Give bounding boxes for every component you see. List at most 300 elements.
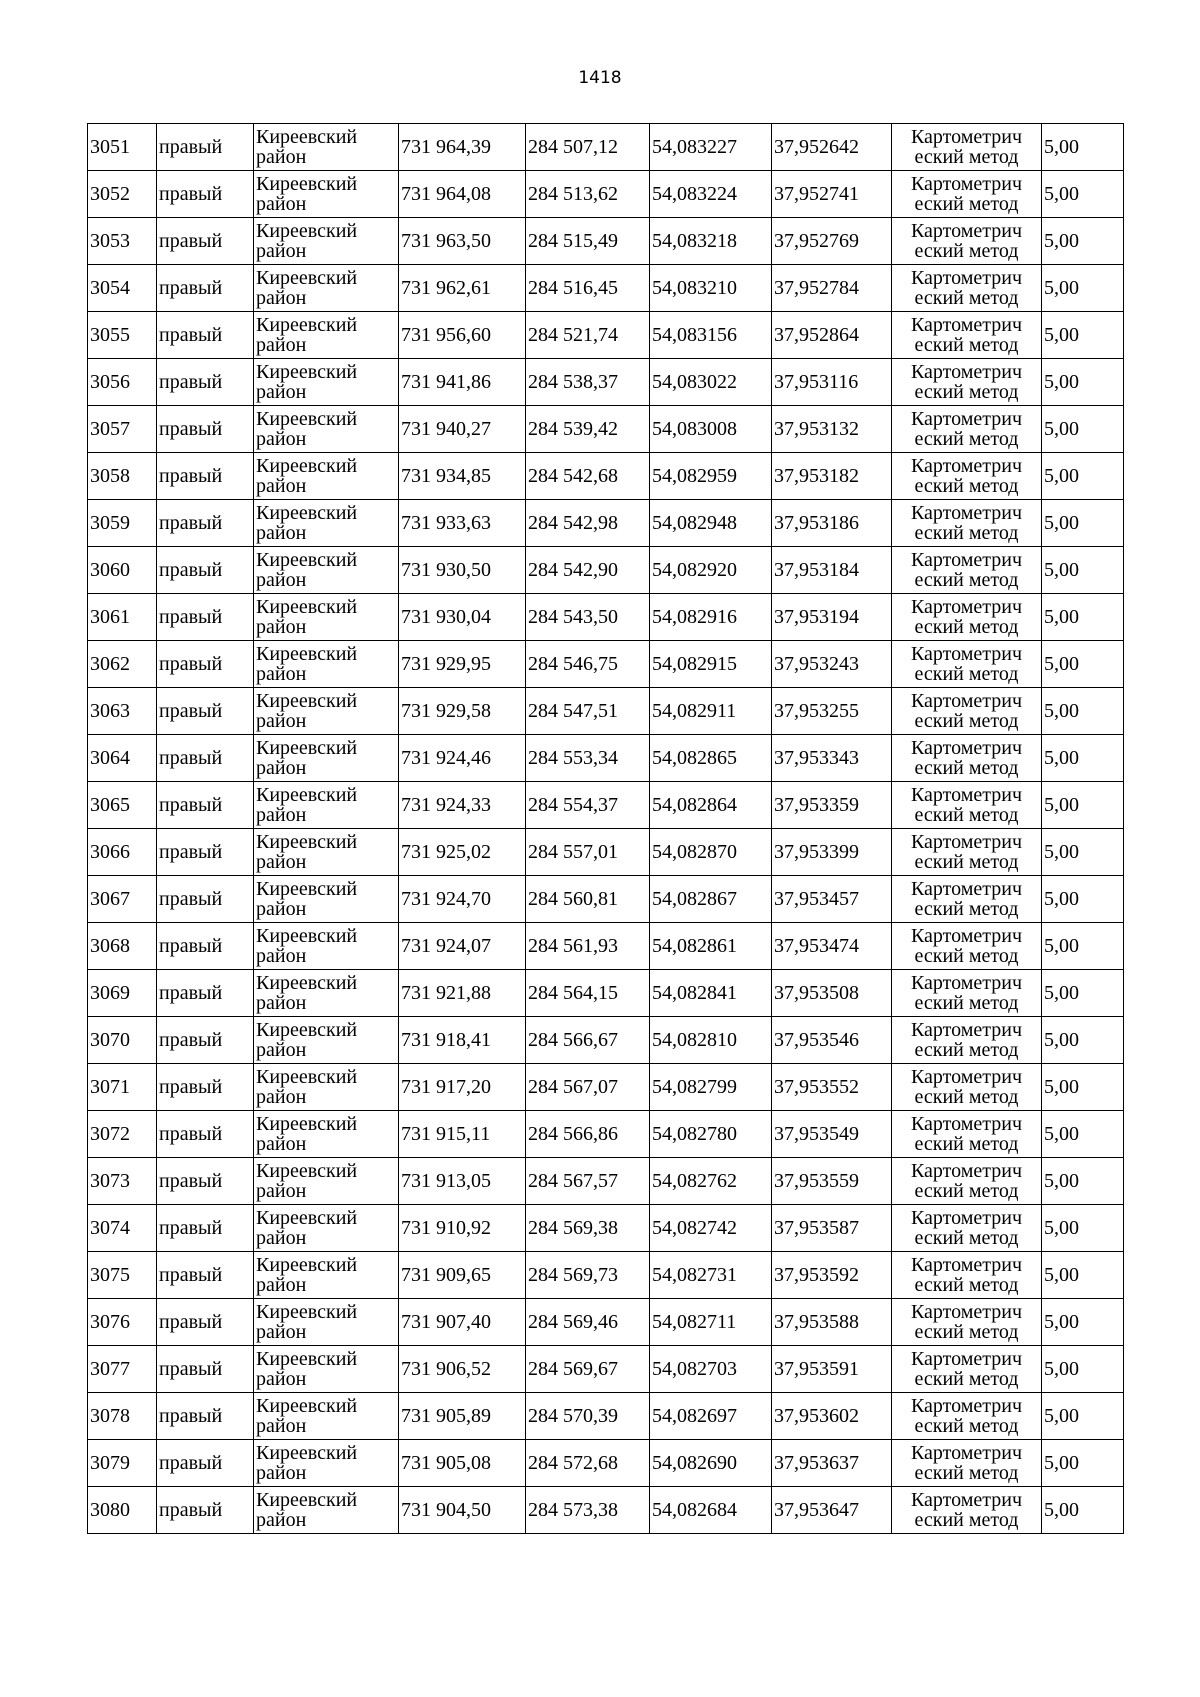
table-row (88, 1393, 1124, 1440)
method-line: еский метод (914, 992, 1019, 1014)
table-row (88, 265, 1124, 312)
district-cell (254, 1393, 399, 1440)
point-number-cell: 3065 (88, 782, 157, 829)
method-line: еский метод (914, 1039, 1019, 1061)
district-line: район (256, 146, 307, 168)
method-line: еский метод (914, 1368, 1019, 1390)
method-line: Картометрич (910, 737, 1023, 759)
district-cell (254, 782, 399, 829)
district-cell (254, 171, 399, 218)
y-coordinate-cell: 284 561,93 (526, 923, 650, 970)
district-cell (254, 1487, 399, 1534)
latitude-cell: 54,082780 (650, 1111, 772, 1158)
district-cell (254, 547, 399, 594)
method-line: Картометрич (910, 1348, 1023, 1370)
longitude-cell: 37,953602 (772, 1393, 892, 1440)
longitude-cell: 37,953399 (772, 829, 892, 876)
district-line: Киреевский (256, 1113, 358, 1135)
method-cell (892, 735, 1042, 782)
district-cell (254, 923, 399, 970)
method-line: еский метод (914, 287, 1019, 309)
table-row (88, 970, 1124, 1017)
y-coordinate-cell: 284 543,50 (526, 594, 650, 641)
x-coordinate-cell: 731 910,92 (399, 1205, 526, 1252)
method-line: Картометрич (910, 267, 1023, 289)
district-line: район (256, 475, 307, 497)
accuracy-cell: 5,00 (1042, 829, 1124, 876)
latitude-cell: 54,082915 (650, 641, 772, 688)
y-coordinate-cell: 284 569,67 (526, 1346, 650, 1393)
point-number-cell: 3052 (88, 171, 157, 218)
district-line: Киреевский (256, 1348, 358, 1370)
accuracy-cell: 5,00 (1042, 1111, 1124, 1158)
district-cell (254, 876, 399, 923)
table-row (88, 876, 1124, 923)
accuracy-cell: 5,00 (1042, 970, 1124, 1017)
latitude-cell: 54,082861 (650, 923, 772, 970)
method-line: Картометрич (910, 1019, 1023, 1041)
longitude-cell: 37,953243 (772, 641, 892, 688)
x-coordinate-cell: 731 963,50 (399, 218, 526, 265)
district-line: район (256, 287, 307, 309)
table-row (88, 1017, 1124, 1064)
y-coordinate-cell: 284 570,39 (526, 1393, 650, 1440)
table-row (88, 547, 1124, 594)
longitude-cell: 37,953194 (772, 594, 892, 641)
accuracy-cell: 5,00 (1042, 876, 1124, 923)
district-cell (254, 829, 399, 876)
point-number-cell: 3061 (88, 594, 157, 641)
district-line: район (256, 381, 307, 403)
method-cell (892, 829, 1042, 876)
district-line: Киреевский (256, 737, 358, 759)
method-line: Картометрич (910, 1395, 1023, 1417)
district-cell (254, 594, 399, 641)
bank-side-cell: правый (157, 1487, 254, 1534)
method-cell (892, 1205, 1042, 1252)
district-line: район (256, 663, 307, 685)
y-coordinate-cell: 284 573,38 (526, 1487, 650, 1534)
method-cell (892, 453, 1042, 500)
accuracy-cell: 5,00 (1042, 265, 1124, 312)
bank-side-cell: правый (157, 171, 254, 218)
latitude-cell: 54,082865 (650, 735, 772, 782)
latitude-cell: 54,083224 (650, 171, 772, 218)
latitude-cell: 54,082870 (650, 829, 772, 876)
longitude-cell: 37,952642 (772, 124, 892, 171)
district-line: Киреевский (256, 361, 358, 383)
longitude-cell: 37,953637 (772, 1440, 892, 1487)
point-number-cell: 3060 (88, 547, 157, 594)
district-cell (254, 406, 399, 453)
method-line: еский метод (914, 1462, 1019, 1484)
point-number-cell: 3053 (88, 218, 157, 265)
district-line: район (256, 334, 307, 356)
district-line: Киреевский (256, 690, 358, 712)
method-line: еский метод (914, 1274, 1019, 1296)
district-line: Киреевский (256, 1301, 358, 1323)
table-row (88, 1440, 1124, 1487)
y-coordinate-cell: 284 547,51 (526, 688, 650, 735)
district-cell (254, 1299, 399, 1346)
district-line: район (256, 569, 307, 591)
district-line: Киреевский (256, 1019, 358, 1041)
district-line: Киреевский (256, 972, 358, 994)
method-line: Картометрич (910, 455, 1023, 477)
accuracy-cell: 5,00 (1042, 1064, 1124, 1111)
method-line: Картометрич (910, 925, 1023, 947)
latitude-cell: 54,082959 (650, 453, 772, 500)
district-line: Киреевский (256, 643, 358, 665)
x-coordinate-cell: 731 918,41 (399, 1017, 526, 1064)
bank-side-cell: правый (157, 1346, 254, 1393)
bank-side-cell: правый (157, 359, 254, 406)
longitude-cell: 37,953186 (772, 500, 892, 547)
accuracy-cell: 5,00 (1042, 688, 1124, 735)
method-line: еский метод (914, 1180, 1019, 1202)
bank-side-cell: правый (157, 1111, 254, 1158)
district-line: район (256, 757, 307, 779)
method-line: Картометрич (910, 220, 1023, 242)
bank-side-cell: правый (157, 1393, 254, 1440)
method-cell (892, 171, 1042, 218)
district-line: Киреевский (256, 784, 358, 806)
method-cell (892, 1111, 1042, 1158)
district-cell (254, 312, 399, 359)
latitude-cell: 54,082711 (650, 1299, 772, 1346)
bank-side-cell: правый (157, 688, 254, 735)
method-line: еский метод (914, 1415, 1019, 1437)
x-coordinate-cell: 731 905,08 (399, 1440, 526, 1487)
bank-side-cell: правый (157, 1299, 254, 1346)
method-line: Картометрич (910, 690, 1023, 712)
longitude-cell: 37,953116 (772, 359, 892, 406)
point-number-cell: 3062 (88, 641, 157, 688)
accuracy-cell: 5,00 (1042, 1252, 1124, 1299)
bank-side-cell: правый (157, 265, 254, 312)
accuracy-cell: 5,00 (1042, 1440, 1124, 1487)
method-line: еский метод (914, 663, 1019, 685)
point-number-cell: 3057 (88, 406, 157, 453)
district-line: Киреевский (256, 1207, 358, 1229)
method-cell (892, 876, 1042, 923)
x-coordinate-cell: 731 941,86 (399, 359, 526, 406)
table-row (88, 688, 1124, 735)
longitude-cell: 37,953549 (772, 1111, 892, 1158)
method-line: Картометрич (910, 878, 1023, 900)
latitude-cell: 54,083022 (650, 359, 772, 406)
longitude-cell: 37,953508 (772, 970, 892, 1017)
latitude-cell: 54,082841 (650, 970, 772, 1017)
point-number-cell: 3067 (88, 876, 157, 923)
method-line: еский метод (914, 1509, 1019, 1531)
method-line: Картометрич (910, 361, 1023, 383)
district-cell (254, 735, 399, 782)
district-cell (254, 1158, 399, 1205)
latitude-cell: 54,082762 (650, 1158, 772, 1205)
district-cell (254, 500, 399, 547)
accuracy-cell: 5,00 (1042, 1017, 1124, 1064)
longitude-cell: 37,953552 (772, 1064, 892, 1111)
longitude-cell: 37,953132 (772, 406, 892, 453)
district-line: Киреевский (256, 173, 358, 195)
point-number-cell: 3077 (88, 1346, 157, 1393)
district-cell (254, 453, 399, 500)
x-coordinate-cell: 731 905,89 (399, 1393, 526, 1440)
accuracy-cell: 5,00 (1042, 453, 1124, 500)
district-cell (254, 1252, 399, 1299)
bank-side-cell: правый (157, 406, 254, 453)
district-line: Киреевский (256, 502, 358, 524)
table-row (88, 218, 1124, 265)
longitude-cell: 37,953343 (772, 735, 892, 782)
x-coordinate-cell: 731 964,39 (399, 124, 526, 171)
table-row (88, 453, 1124, 500)
district-line: район (256, 1415, 307, 1437)
y-coordinate-cell: 284 560,81 (526, 876, 650, 923)
point-number-cell: 3075 (88, 1252, 157, 1299)
table-row (88, 641, 1124, 688)
district-line: район (256, 1509, 307, 1531)
bank-side-cell: правый (157, 923, 254, 970)
accuracy-cell: 5,00 (1042, 782, 1124, 829)
method-cell (892, 312, 1042, 359)
district-line: район (256, 1039, 307, 1061)
table-row (88, 1064, 1124, 1111)
y-coordinate-cell: 284 572,68 (526, 1440, 650, 1487)
method-line: Картометрич (910, 1489, 1023, 1511)
y-coordinate-cell: 284 557,01 (526, 829, 650, 876)
method-line: еский метод (914, 1321, 1019, 1343)
page-number: 1418 (578, 68, 622, 88)
method-cell (892, 970, 1042, 1017)
point-number-cell: 3069 (88, 970, 157, 1017)
bank-side-cell: правый (157, 312, 254, 359)
bank-side-cell: правый (157, 641, 254, 688)
method-line: Картометрич (910, 549, 1023, 571)
bank-side-cell: правый (157, 1440, 254, 1487)
y-coordinate-cell: 284 569,73 (526, 1252, 650, 1299)
y-coordinate-cell: 284 513,62 (526, 171, 650, 218)
y-coordinate-cell: 284 539,42 (526, 406, 650, 453)
method-cell (892, 594, 1042, 641)
x-coordinate-cell: 731 924,46 (399, 735, 526, 782)
district-line: район (256, 1462, 307, 1484)
method-line: Картометрич (910, 126, 1023, 148)
latitude-cell: 54,082911 (650, 688, 772, 735)
x-coordinate-cell: 731 929,95 (399, 641, 526, 688)
method-cell (892, 265, 1042, 312)
district-line: Киреевский (256, 1395, 358, 1417)
accuracy-cell: 5,00 (1042, 1299, 1124, 1346)
method-line: Картометрич (910, 831, 1023, 853)
x-coordinate-cell: 731 930,50 (399, 547, 526, 594)
bank-side-cell: правый (157, 1064, 254, 1111)
district-line: район (256, 1368, 307, 1390)
district-line: Киреевский (256, 1254, 358, 1276)
district-cell (254, 265, 399, 312)
method-line: Картометрич (910, 1160, 1023, 1182)
latitude-cell: 54,082799 (650, 1064, 772, 1111)
table-row (88, 1299, 1124, 1346)
method-cell (892, 547, 1042, 594)
district-cell (254, 1205, 399, 1252)
y-coordinate-cell: 284 516,45 (526, 265, 650, 312)
district-line: район (256, 1227, 307, 1249)
table-row (88, 829, 1124, 876)
method-line: Картометрич (910, 784, 1023, 806)
point-number-cell: 3068 (88, 923, 157, 970)
latitude-cell: 54,082703 (650, 1346, 772, 1393)
point-number-cell: 3059 (88, 500, 157, 547)
district-line: район (256, 1274, 307, 1296)
method-line: Картометрич (910, 1442, 1023, 1464)
y-coordinate-cell: 284 538,37 (526, 359, 650, 406)
longitude-cell: 37,952784 (772, 265, 892, 312)
point-number-cell: 3071 (88, 1064, 157, 1111)
longitude-cell: 37,953474 (772, 923, 892, 970)
district-line: район (256, 992, 307, 1014)
point-number-cell: 3058 (88, 453, 157, 500)
longitude-cell: 37,953559 (772, 1158, 892, 1205)
method-line: еский метод (914, 1086, 1019, 1108)
table-row (88, 406, 1124, 453)
y-coordinate-cell: 284 564,15 (526, 970, 650, 1017)
table-row (88, 735, 1124, 782)
longitude-cell: 37,953184 (772, 547, 892, 594)
bank-side-cell: правый (157, 1252, 254, 1299)
method-line: еский метод (914, 945, 1019, 967)
method-line: еский метод (914, 381, 1019, 403)
table-row (88, 1158, 1124, 1205)
table-row (88, 1205, 1124, 1252)
longitude-cell: 37,953255 (772, 688, 892, 735)
method-line: Картометрич (910, 173, 1023, 195)
method-cell (892, 1158, 1042, 1205)
point-number-cell: 3078 (88, 1393, 157, 1440)
method-line: Картометрич (910, 1113, 1023, 1135)
longitude-cell: 37,953591 (772, 1346, 892, 1393)
district-cell (254, 1111, 399, 1158)
method-line: еский метод (914, 710, 1019, 732)
method-cell (892, 1487, 1042, 1534)
y-coordinate-cell: 284 546,75 (526, 641, 650, 688)
latitude-cell: 54,082867 (650, 876, 772, 923)
latitude-cell: 54,083008 (650, 406, 772, 453)
method-cell (892, 1064, 1042, 1111)
accuracy-cell: 5,00 (1042, 359, 1124, 406)
bank-side-cell: правый (157, 1017, 254, 1064)
method-line: еский метод (914, 428, 1019, 450)
method-cell (892, 1017, 1042, 1064)
accuracy-cell: 5,00 (1042, 1393, 1124, 1440)
table-row (88, 1111, 1124, 1158)
method-line: Картометрич (910, 596, 1023, 618)
table-row (88, 1252, 1124, 1299)
bank-side-cell: правый (157, 218, 254, 265)
district-line: Киреевский (256, 596, 358, 618)
accuracy-cell: 5,00 (1042, 923, 1124, 970)
bank-side-cell: правый (157, 124, 254, 171)
district-cell (254, 124, 399, 171)
district-line: Киреевский (256, 925, 358, 947)
method-line: еский метод (914, 1133, 1019, 1155)
point-number-cell: 3076 (88, 1299, 157, 1346)
y-coordinate-cell: 284 553,34 (526, 735, 650, 782)
x-coordinate-cell: 731 940,27 (399, 406, 526, 453)
table-row (88, 500, 1124, 547)
district-line: район (256, 1133, 307, 1155)
bank-side-cell: правый (157, 782, 254, 829)
district-line: район (256, 1180, 307, 1202)
district-line: Киреевский (256, 831, 358, 853)
x-coordinate-cell: 731 904,50 (399, 1487, 526, 1534)
method-cell (892, 923, 1042, 970)
latitude-cell: 54,082864 (650, 782, 772, 829)
latitude-cell: 54,082684 (650, 1487, 772, 1534)
district-cell (254, 1017, 399, 1064)
latitude-cell: 54,082916 (650, 594, 772, 641)
accuracy-cell: 5,00 (1042, 641, 1124, 688)
method-line: Картометрич (910, 314, 1023, 336)
district-line: район (256, 240, 307, 262)
y-coordinate-cell: 284 542,90 (526, 547, 650, 594)
district-line: район (256, 1086, 307, 1108)
x-coordinate-cell: 731 964,08 (399, 171, 526, 218)
accuracy-cell: 5,00 (1042, 218, 1124, 265)
accuracy-cell: 5,00 (1042, 547, 1124, 594)
longitude-cell: 37,953182 (772, 453, 892, 500)
latitude-cell: 54,083227 (650, 124, 772, 171)
y-coordinate-cell: 284 542,98 (526, 500, 650, 547)
x-coordinate-cell: 731 906,52 (399, 1346, 526, 1393)
district-line: Киреевский (256, 549, 358, 571)
bank-side-cell: правый (157, 829, 254, 876)
coordinates-table (87, 123, 1124, 1534)
district-line: Киреевский (256, 1066, 358, 1088)
accuracy-cell: 5,00 (1042, 594, 1124, 641)
x-coordinate-cell: 731 956,60 (399, 312, 526, 359)
latitude-cell: 54,082697 (650, 1393, 772, 1440)
district-line: Киреевский (256, 267, 358, 289)
district-line: район (256, 428, 307, 450)
method-line: Картометрич (910, 1066, 1023, 1088)
point-number-cell: 3066 (88, 829, 157, 876)
district-cell (254, 359, 399, 406)
bank-side-cell: правый (157, 1158, 254, 1205)
longitude-cell: 37,953647 (772, 1487, 892, 1534)
y-coordinate-cell: 284 566,67 (526, 1017, 650, 1064)
accuracy-cell: 5,00 (1042, 124, 1124, 171)
method-line: Картометрич (910, 408, 1023, 430)
district-line: Киреевский (256, 1489, 358, 1511)
method-line: еский метод (914, 522, 1019, 544)
method-line: еский метод (914, 146, 1019, 168)
point-number-cell: 3070 (88, 1017, 157, 1064)
district-line: Киреевский (256, 878, 358, 900)
x-coordinate-cell: 731 924,07 (399, 923, 526, 970)
point-number-cell: 3072 (88, 1111, 157, 1158)
accuracy-cell: 5,00 (1042, 1158, 1124, 1205)
y-coordinate-cell: 284 567,07 (526, 1064, 650, 1111)
longitude-cell: 37,953546 (772, 1017, 892, 1064)
x-coordinate-cell: 731 921,88 (399, 970, 526, 1017)
bank-side-cell: правый (157, 876, 254, 923)
longitude-cell: 37,953592 (772, 1252, 892, 1299)
x-coordinate-cell: 731 915,11 (399, 1111, 526, 1158)
y-coordinate-cell: 284 542,68 (526, 453, 650, 500)
district-line: район (256, 710, 307, 732)
